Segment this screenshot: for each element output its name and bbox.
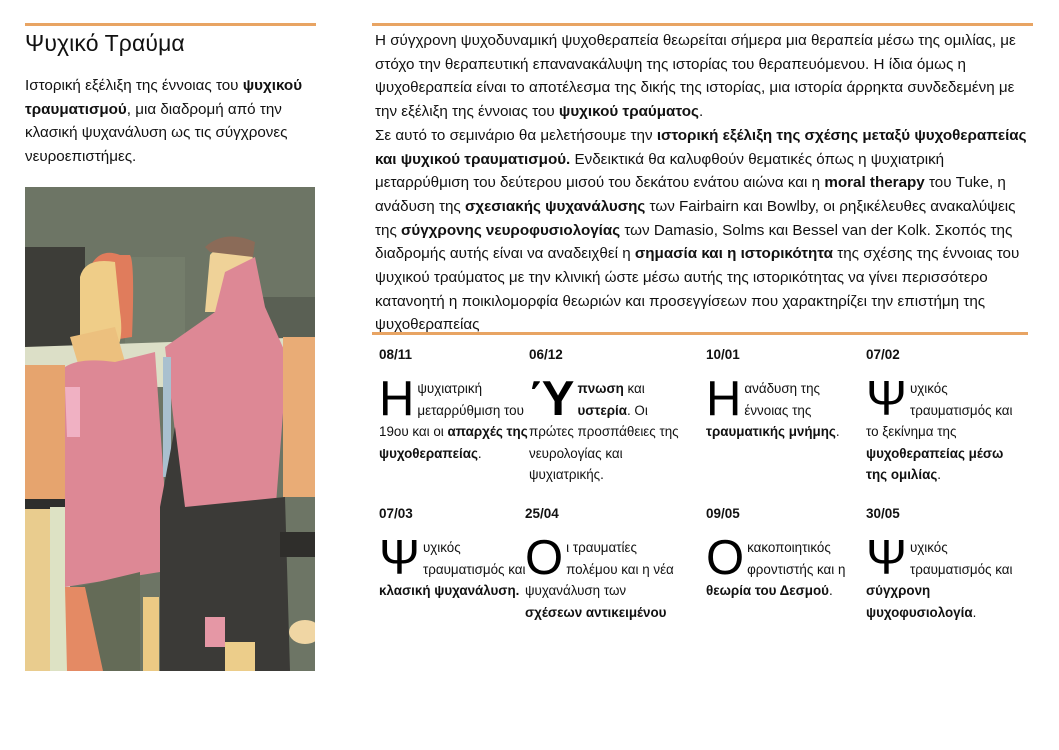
session-date: 07/02 bbox=[866, 347, 900, 362]
session-date: 30/05 bbox=[866, 506, 900, 521]
emphasis-text: σχέσεων αντικειμένου bbox=[525, 604, 667, 620]
session-description bbox=[866, 372, 1021, 486]
session-description bbox=[529, 372, 684, 486]
page-title: Ψυχικό Τραύμα bbox=[25, 30, 185, 56]
session-date: 10/01 bbox=[706, 347, 740, 362]
emphasis-text: υστερία bbox=[577, 402, 627, 418]
drop-cap-letter: Ο bbox=[525, 531, 564, 585]
intro-paragraph bbox=[375, 29, 1035, 337]
emphasis-text: πνωση bbox=[577, 381, 624, 396]
session-card bbox=[379, 505, 534, 602]
emphasis-text: ψυχικού τραύματος bbox=[558, 103, 699, 121]
body-text: υχικός τραυματισμός και bbox=[909, 540, 1013, 577]
session-card bbox=[706, 346, 861, 443]
drop-cap-letter: Η bbox=[379, 372, 415, 426]
session-card bbox=[529, 346, 684, 486]
emphasis-text: σημασία και η ιστορικότητα bbox=[634, 245, 833, 263]
session-description bbox=[379, 531, 534, 602]
session-date: 09/05 bbox=[706, 506, 740, 521]
drop-cap-letter: Ψ bbox=[866, 531, 907, 585]
body-text: . bbox=[835, 424, 840, 439]
accent-rule-top bbox=[372, 23, 1033, 26]
emphasis-text: ψυχοθεραπείας μέσω της ομιλίας bbox=[866, 445, 1004, 482]
emphasis-text: ψυχικού τραυματισμού bbox=[25, 77, 303, 118]
body-text: , μια διαδρομή από την κλασική ψυχανάλυση ως τις σύγχρονες νευροεπιστήμες. bbox=[25, 100, 288, 165]
session-card bbox=[706, 505, 861, 602]
body-text: και bbox=[623, 381, 645, 396]
body-text: . bbox=[477, 445, 482, 461]
emphasis-text: moral therapy bbox=[824, 174, 925, 192]
drop-cap-letter: Η bbox=[706, 372, 742, 426]
body-text: των Damasio, Solms και Bessel van der Kolk. Σκοπός της διαδρομής αυτής είναι να αναδειχθεί η bbox=[375, 221, 1013, 263]
session-date: 08/11 bbox=[379, 347, 413, 362]
emphasis-text: απαρχές της ψυχοθεραπείας bbox=[379, 424, 528, 461]
body-text: της σχέσης της έννοιας του ψυχικού τραύματος με την κλινική ώστε μέσω αυτής της ιστορικότητας να γίνει περισσότερο κατανοητή η ποικιλομορφία θεωριών και προσεγγίσεων που χαρακτηρίζει την επιστήμη της ψυχοθεραπείας bbox=[375, 245, 1020, 334]
body-text: υχικός τραυματισμός και το ξεκίνημα της bbox=[866, 381, 1013, 439]
session-description bbox=[525, 531, 680, 623]
drop-cap-letter: Ο bbox=[706, 531, 745, 585]
session-card bbox=[525, 505, 680, 623]
emphasis-text: κλασική ψυχανάλυση. bbox=[379, 583, 520, 598]
session-card bbox=[866, 346, 1021, 486]
body-text: . bbox=[937, 467, 942, 482]
session-date: 06/12 bbox=[529, 347, 563, 362]
figure-right-pink-foot bbox=[205, 617, 225, 647]
body-text: Η σύγχρονη ψυχοδυναμική ψυχοθεραπεία θεωρείται σήμερα μια θεραπεία μέσω της ομιλίας, με στόχο την θεραπευτική επανανακάλυψη της ιστορίας του θεραπευόμενου. Η ίδια όμως η ψυχοθεραπεία είναι το αποτέλεσμα της δικής της ιστορίας, μια ιστορία άρρηκτα συνδεδεμένη με την εξέλιξη της έννοιας του bbox=[375, 32, 1016, 121]
body-text: των Fairbairn και Bowlby, οι ρηξικέλευθες ανακαλύψεις της bbox=[375, 197, 1016, 239]
figure-right-orange-side bbox=[283, 337, 315, 497]
abstract-painting-image bbox=[25, 187, 315, 671]
painting-orange-left bbox=[25, 365, 65, 505]
emphasis-text: σύγχρονη ψυχοφυσιολογία bbox=[866, 583, 973, 620]
body-text: Σε αυτό το σεμινάριο θα μελετήσουμε την bbox=[375, 126, 657, 144]
painting-right-dark-band bbox=[280, 532, 315, 557]
drop-cap-letter: Ύ bbox=[529, 372, 575, 426]
body-text: κακοποιητικός φροντιστής και η bbox=[747, 540, 846, 577]
body-text: . bbox=[828, 583, 833, 598]
body-text: . Οι πρώτες προσπάθειες της νευρολογίας και ψυχιατρικής. bbox=[529, 402, 679, 482]
figure-right-yellow-foot bbox=[225, 642, 255, 671]
session-date: 25/04 bbox=[525, 506, 559, 521]
page-subtitle bbox=[25, 74, 320, 168]
body-text: ψυχιατρική μεταρρύθμιση του 19ου και οι bbox=[379, 381, 524, 439]
emphasis-text: τραυματικής μνήμης bbox=[706, 424, 836, 439]
drop-cap-letter: Ψ bbox=[866, 372, 907, 426]
body-text: υχικός τραυματισμός και bbox=[422, 540, 526, 577]
session-date: 07/03 bbox=[379, 506, 413, 521]
body-text: . bbox=[972, 604, 977, 620]
emphasis-text: ιστορική εξέλιξη της σχέσης μεταξύ ψυχοθεραπείας και ψυχικού τραυματισμού. bbox=[375, 126, 1027, 168]
emphasis-text: σύγχρονης νευροφυσιολογίας bbox=[401, 221, 621, 239]
session-description bbox=[379, 372, 534, 464]
session-description bbox=[706, 372, 861, 443]
body-text: . bbox=[698, 103, 704, 121]
emphasis-text: θεωρία του Δεσμού bbox=[706, 583, 829, 598]
body-text: ανάδυση της έννοιας της bbox=[744, 381, 820, 418]
body-text: Ενδεικτικά θα καλυφθούν θεματικές όπως η ψυχιατρική μεταρρύθμιση του δεύτερου μισού του δεκάτου ενάτου αιώνα και η bbox=[375, 150, 945, 192]
figure-left-pink-light bbox=[65, 387, 80, 437]
session-card bbox=[866, 505, 1021, 623]
body-text: του Tuke, η ανάδυση της bbox=[375, 174, 1006, 215]
body-text: Ιστορική εξέλιξη της έννοιας του bbox=[25, 77, 243, 94]
figure-left-yellow-stroke bbox=[143, 597, 159, 671]
accent-rule-left bbox=[25, 23, 316, 26]
body-text: ι τραυματίες πολέμου και η νέα ψυχανάλυση των bbox=[525, 540, 674, 598]
session-description bbox=[706, 531, 861, 602]
emphasis-text: σχεσιακής ψυχανάλυσης bbox=[464, 197, 646, 215]
session-description bbox=[866, 531, 1021, 623]
drop-cap-letter: Ψ bbox=[379, 531, 420, 585]
session-card bbox=[379, 346, 534, 464]
